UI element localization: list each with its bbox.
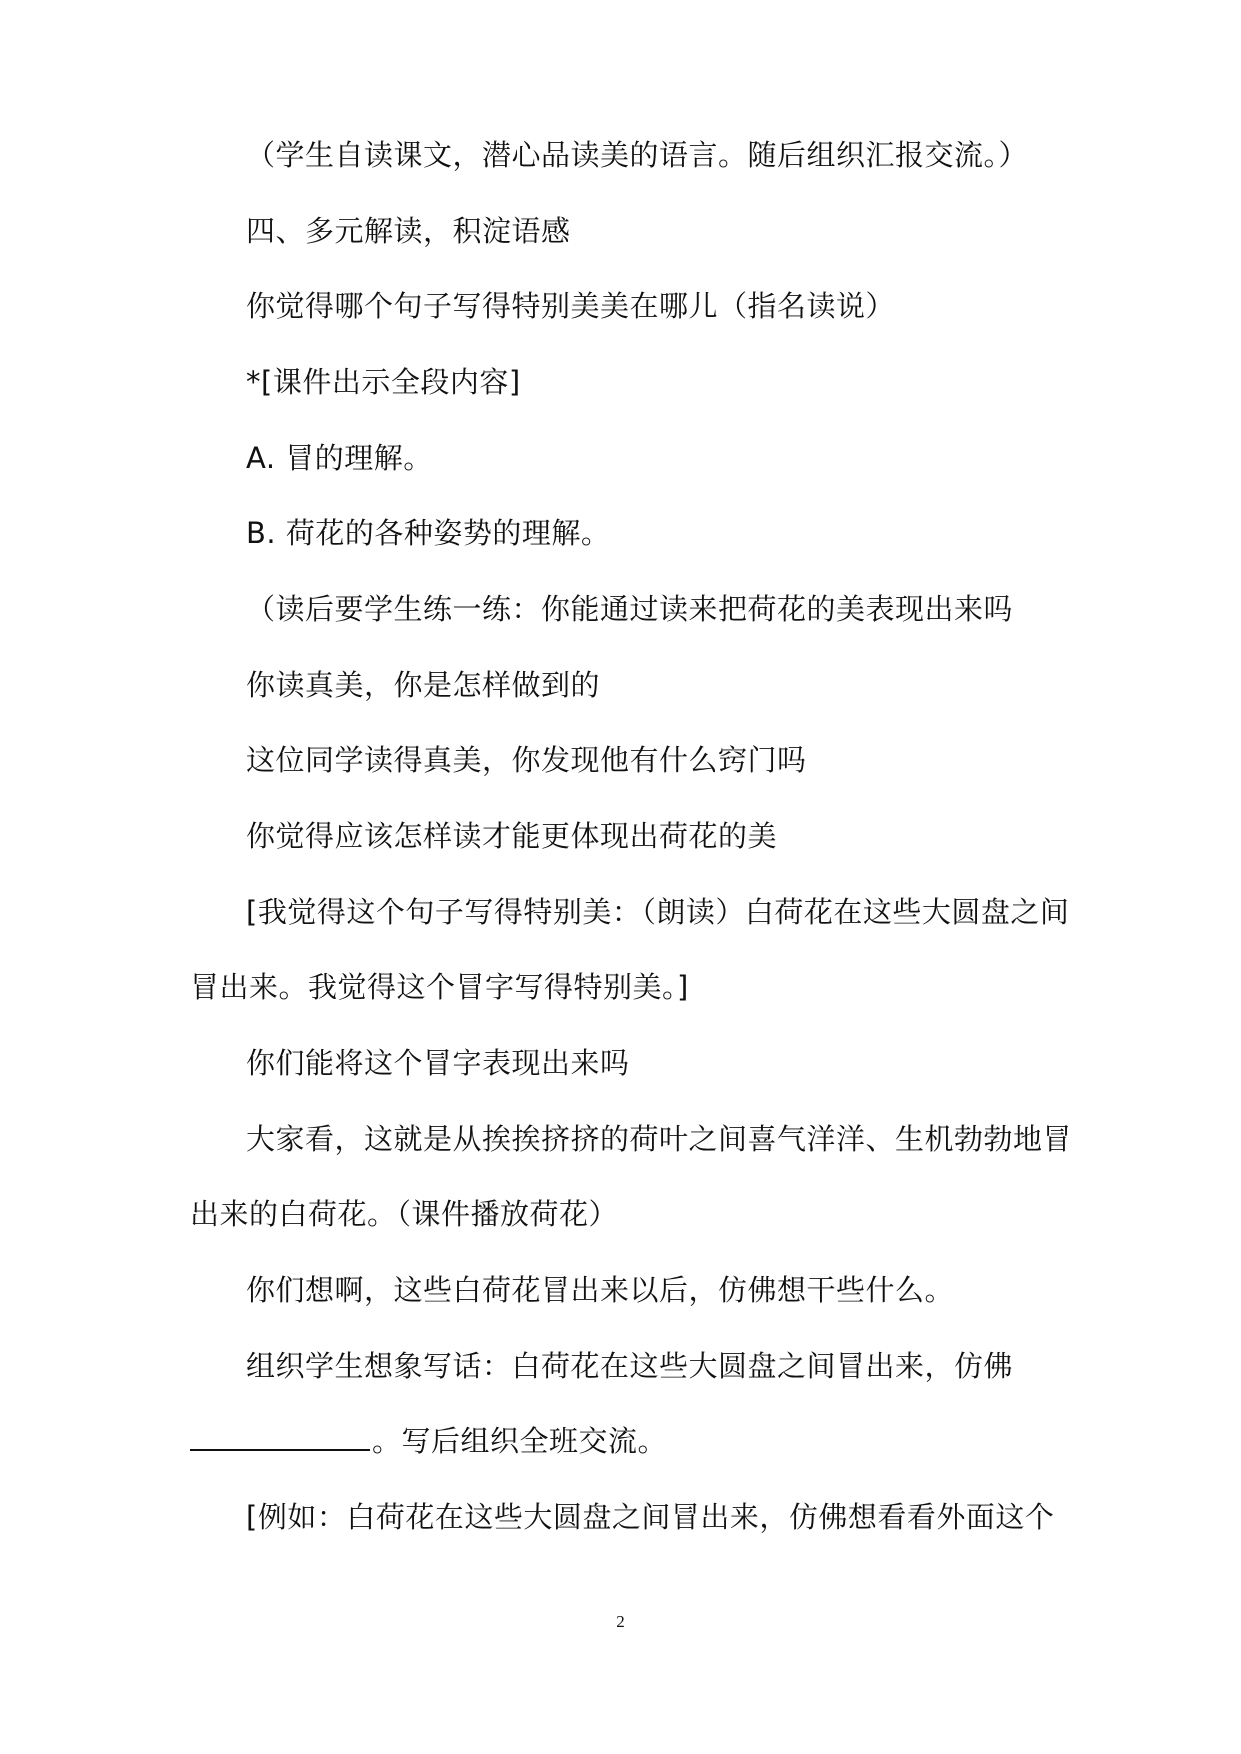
- paragraph: 大家看，这就是从挨挨挤挤的荷叶之间喜气洋洋、生机勃勃地冒: [246, 1122, 1073, 1156]
- paragraph-continuation: [190, 1422, 1050, 1460]
- paragraph: （学生自读课文，潜心品读美的语言。随后组织汇报交流。）: [246, 138, 1029, 172]
- list-item: B. 荷花的各种姿势的理解。: [246, 516, 611, 550]
- paragraph: （读后要学生练一练：你能通过读来把荷花的美表现出来吗: [246, 592, 1014, 626]
- paragraph: 组织学生想象写话：白荷花在这些大圆盘之间冒出来，仿佛: [246, 1349, 1014, 1383]
- section-heading: 四、多元解读，积淀语感: [246, 214, 571, 248]
- paragraph: 这位同学读得真美，你发现他有什么窍门吗: [246, 743, 807, 777]
- paragraph: [例如：白荷花在这些大圆盘之间冒出来，仿佛想看看外面这个: [246, 1500, 1055, 1534]
- paragraph: 你们想啊，这些白荷花冒出来以后，仿佛想干些什么。: [246, 1273, 955, 1307]
- paragraph: 你觉得应该怎样读才能更体现出荷花的美: [246, 819, 778, 853]
- fill-in-blank-line: [190, 1425, 370, 1451]
- paragraph: 你读真美，你是怎样做到的: [246, 668, 601, 702]
- paragraph-continuation: 冒出来。我觉得这个冒字写得特别美。]: [190, 970, 689, 1004]
- paragraph-continuation: 出来的白荷花。（课件播放荷花）: [190, 1197, 619, 1231]
- paragraph-text: 。写后组织全班交流。: [372, 1424, 668, 1458]
- paragraph: 你们能将这个冒字表现出来吗: [246, 1046, 630, 1080]
- paragraph: *[课件出示全段内容]: [246, 365, 521, 399]
- paragraph: 你觉得哪个句子写得特别美美在哪儿（指名读说）: [246, 289, 896, 323]
- paragraph: [我觉得这个句子写得特别美：（朗读）白荷花在这些大圆盘之间: [246, 895, 1070, 929]
- page-number: 2: [616, 1612, 625, 1631]
- list-item: A. 冒的理解。: [246, 441, 433, 475]
